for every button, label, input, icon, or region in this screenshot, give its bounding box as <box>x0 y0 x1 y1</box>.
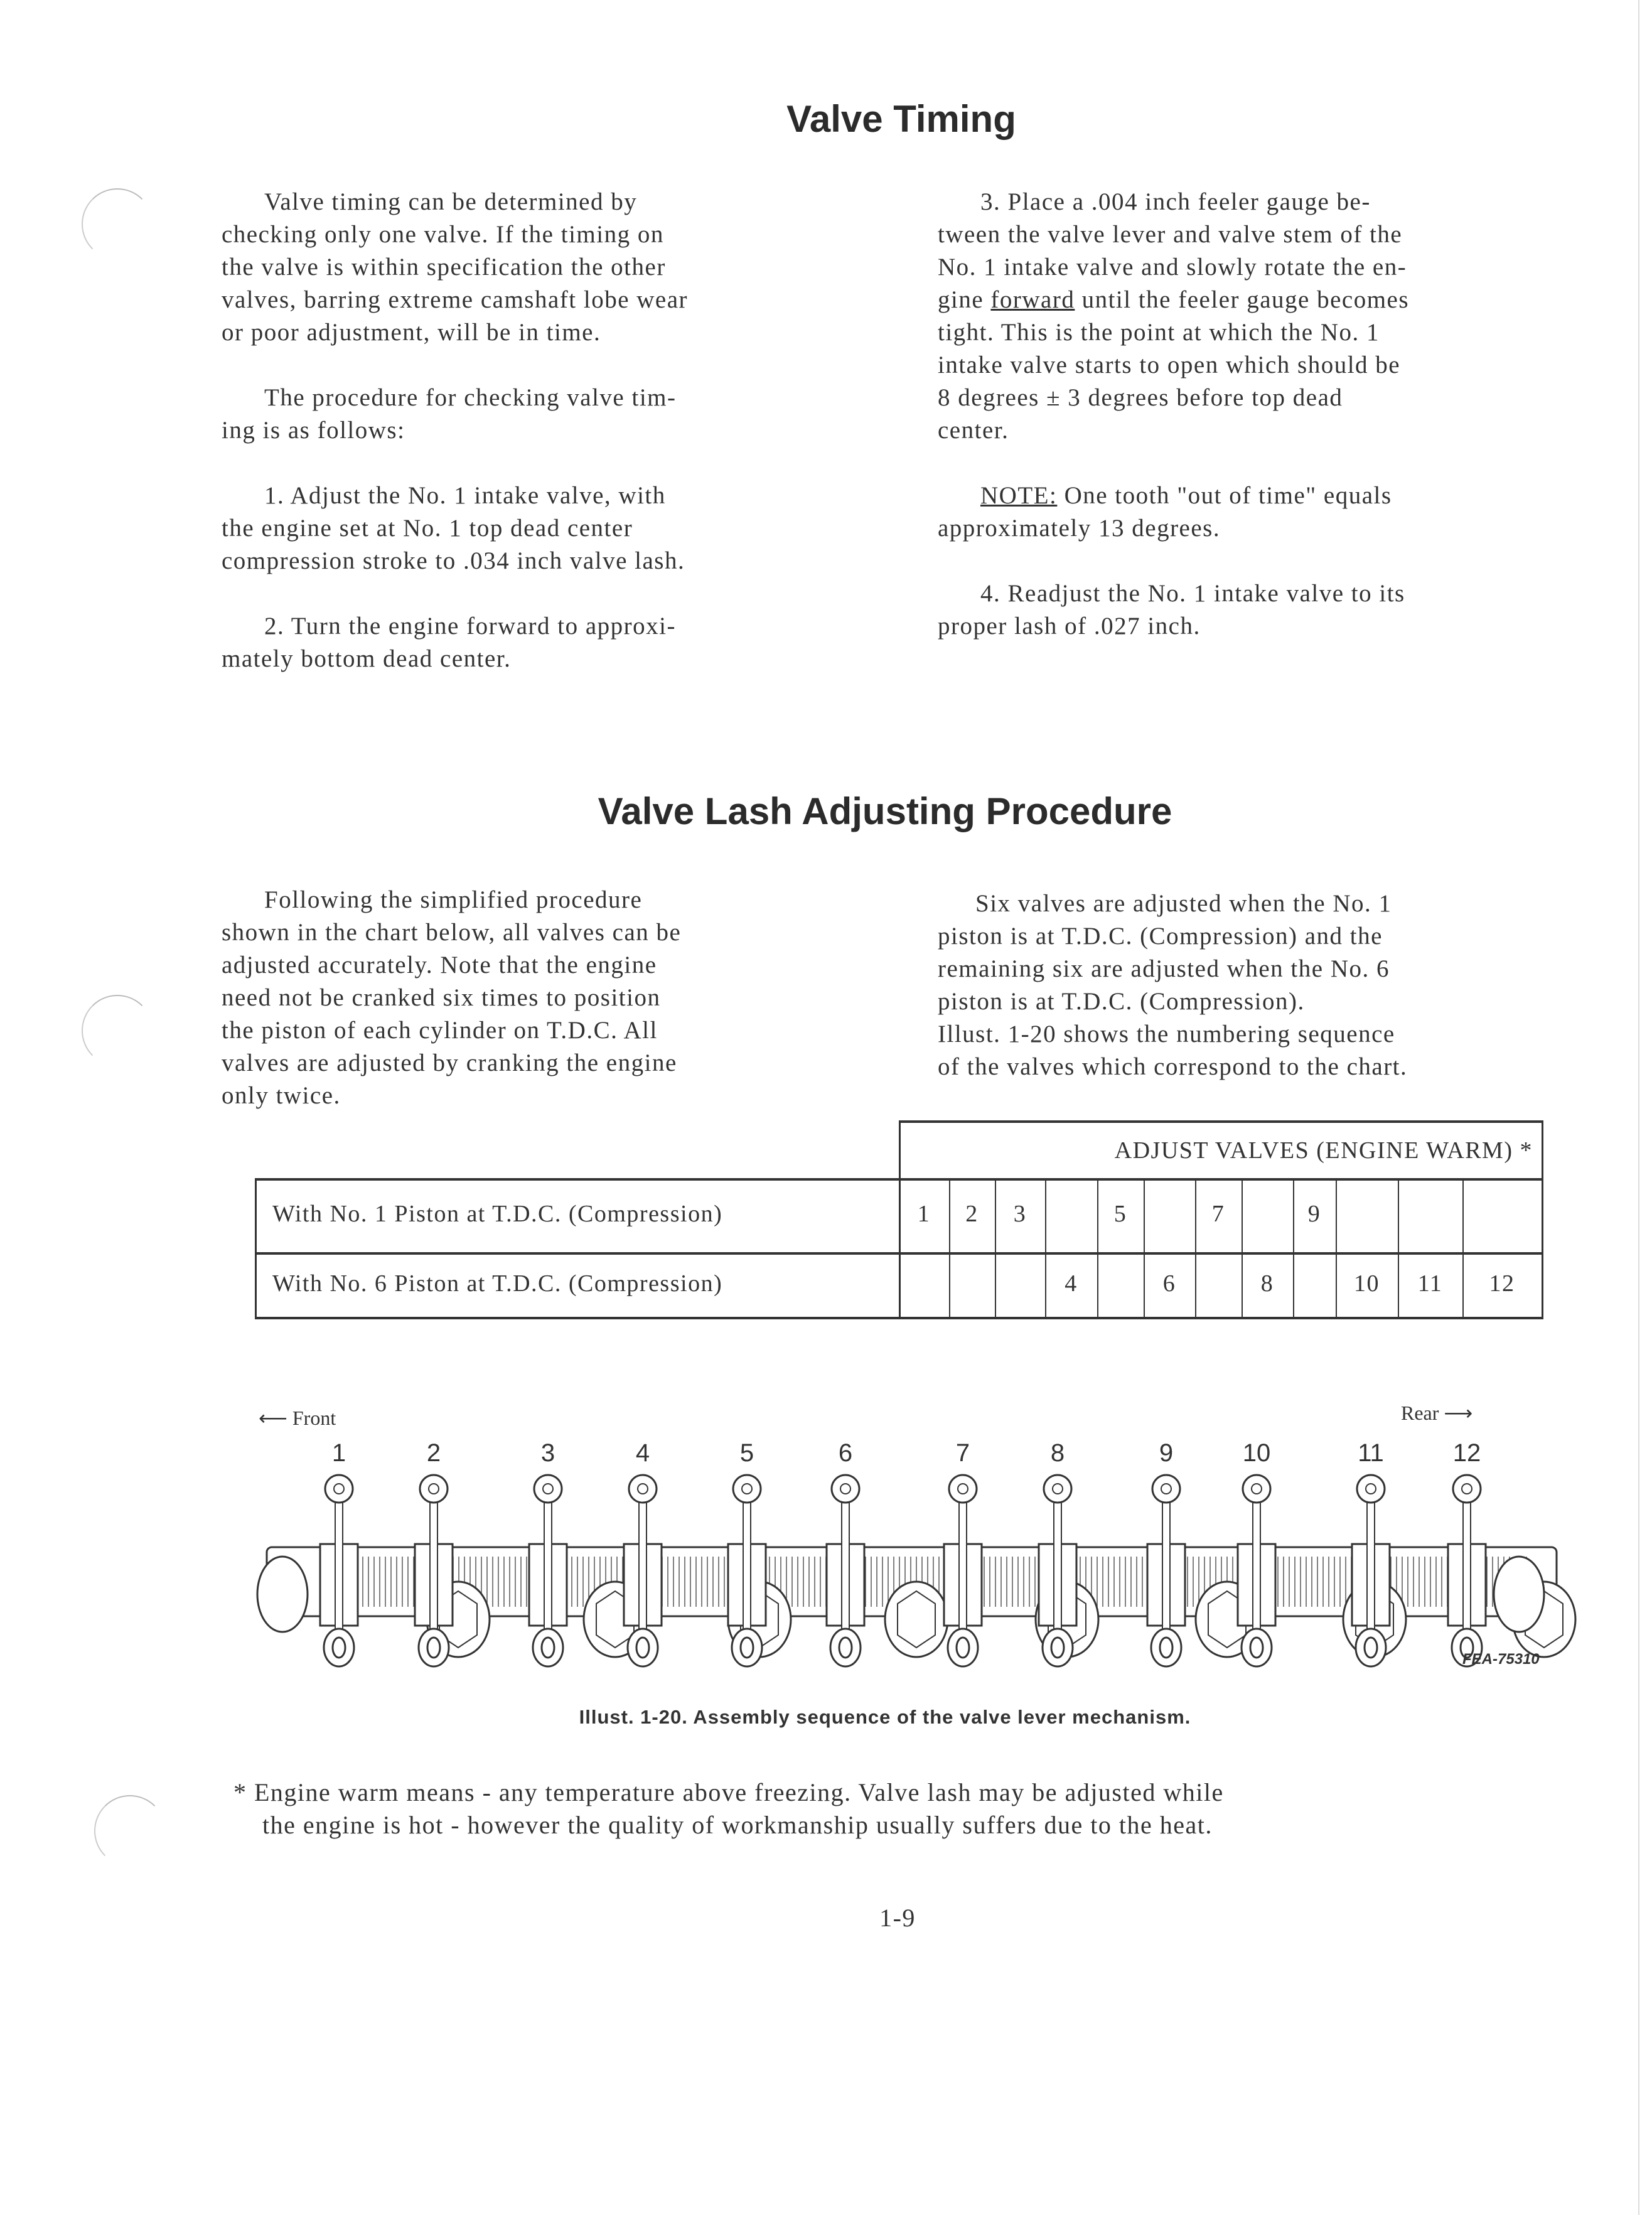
valve-number-label: 9 <box>1159 1439 1174 1467</box>
underlined-text: forward <box>990 286 1075 313</box>
text-line: valves are adjusted by cranking the engine <box>222 1049 677 1076</box>
adjusting-screw-nut <box>628 1629 658 1666</box>
text-line: valves, barring extreme camshaft lobe wear <box>222 286 689 313</box>
text-line: 4. Readjust the No. 1 intake valve to its <box>980 580 1405 607</box>
adjusting-screw-nut <box>324 1629 354 1666</box>
support-bracket-bolt <box>885 1582 948 1657</box>
row-label: With No. 1 Piston at T.D.C. (Compression) <box>272 1201 723 1227</box>
adjusting-screw-nut <box>830 1629 861 1666</box>
adjusting-screw-nut <box>1151 1629 1181 1666</box>
valve-lever-eye <box>1044 1475 1071 1503</box>
underlined-text: NOTE: <box>980 482 1058 509</box>
valve-cell: 3 <box>1013 1201 1027 1227</box>
figure-caption: Illust. 1-20. Assembly sequence of the valve lever mechanism. <box>579 1706 1191 1728</box>
page-number: 1-9 <box>879 1904 916 1932</box>
text-line: shown in the chart below, all valves can be <box>222 919 682 946</box>
valve-lever-eye <box>1152 1475 1180 1503</box>
figure-code: FEA-75310 <box>1462 1651 1540 1668</box>
text-line: checking only one valve. If the timing on <box>222 221 664 248</box>
text-segment: until the feeler gauge becomes <box>1075 286 1410 313</box>
text-line: Following the simplified procedure <box>264 886 643 913</box>
text-line: The procedure for checking valve tim- <box>264 384 677 411</box>
text-line: ing is as follows: <box>222 417 405 444</box>
adjusting-screw-nut <box>732 1629 762 1666</box>
valve-number-label: 3 <box>540 1439 555 1467</box>
text-segment: gine <box>938 286 991 313</box>
valve-lever-eye <box>1243 1475 1270 1503</box>
support-bracket-bolt <box>1494 1557 1544 1632</box>
valve-number-label: 8 <box>1050 1439 1065 1467</box>
text-line: 2. Turn the engine forward to approxi- <box>264 613 676 640</box>
valve-number-label: 1 <box>331 1439 346 1467</box>
text-line: only twice. <box>222 1082 341 1109</box>
text-segment: One tooth "out of time" equals <box>1057 482 1392 509</box>
adjusting-screw-nut <box>1043 1629 1073 1666</box>
valve-cell: 5 <box>1113 1201 1127 1227</box>
valve-cell: 11 <box>1417 1270 1443 1297</box>
valve-number-label: 11 <box>1358 1439 1384 1467</box>
text-line: 3. Place a .004 inch feeler gauge be- <box>980 188 1371 215</box>
valve-lever-arm <box>1162 1500 1170 1632</box>
support-bracket-bolt <box>257 1557 308 1632</box>
text-line: Illust. 1-20 shows the numbering sequence <box>938 1021 1395 1048</box>
text-line: of the valves which correspond to the chart. <box>938 1053 1408 1080</box>
text-line: compression stroke to .034 inch valve lash. <box>222 547 685 574</box>
valve-lever-arm <box>743 1500 751 1632</box>
valve-lever-eye <box>629 1475 657 1503</box>
valve-number-label: 7 <box>955 1439 970 1467</box>
text-line: need not be cranked six times to position <box>222 984 661 1011</box>
text-line: remaining six are adjusted when the No. 6 <box>938 955 1390 982</box>
valve-lever-arm <box>959 1500 967 1632</box>
valve-lever-arm <box>430 1500 437 1632</box>
text-line: approximately 13 degrees. <box>938 515 1221 542</box>
valve-lever-arm <box>639 1500 646 1632</box>
rear-text: Rear <box>1401 1402 1439 1424</box>
valve-lever-eye <box>325 1475 353 1503</box>
text-line: 8 degrees ± 3 degrees before top dead <box>938 384 1343 411</box>
text-line: the engine set at No. 1 top dead center <box>222 515 633 542</box>
valve-cell: 8 <box>1260 1270 1274 1297</box>
valve-cell: 9 <box>1307 1201 1321 1227</box>
valve-number-label: 10 <box>1242 1439 1271 1467</box>
adjusting-screw-nut <box>533 1629 563 1666</box>
valve-lever-arm <box>1367 1500 1375 1632</box>
adjusting-screw-nut <box>948 1629 978 1666</box>
text-line: the piston of each cylinder on T.D.C. All <box>222 1017 658 1044</box>
valve-lever-eye <box>949 1475 977 1503</box>
text-line: tween the valve lever and valve stem of the <box>938 221 1403 248</box>
text-line: center. <box>938 417 1009 444</box>
arrow-right-icon: ⟶ <box>1439 1402 1473 1424</box>
valve-lever-eye <box>832 1475 859 1503</box>
valve-lever-eye <box>733 1475 761 1503</box>
row-label: With No. 6 Piston at T.D.C. (Compression) <box>272 1270 723 1297</box>
adjusting-screw-nut <box>419 1629 449 1666</box>
text-line: 1. Adjust the No. 1 intake valve, with <box>264 482 666 509</box>
valve-lever-arm <box>1253 1500 1260 1632</box>
valve-cell: 6 <box>1162 1270 1176 1297</box>
text-line: the valve is within specification the other <box>222 254 666 281</box>
valve-cell: 7 <box>1211 1201 1225 1227</box>
valve-lever-eye <box>1357 1475 1385 1503</box>
valve-lever-eye <box>534 1475 562 1503</box>
valve-number-label: 6 <box>838 1439 853 1467</box>
valve-cell: 1 <box>917 1201 931 1227</box>
table-header: ADJUST VALVES (ENGINE WARM) * <box>1114 1137 1533 1164</box>
footnote-line-1: * Engine warm means - any temperature above freezing. Valve lash may be adjusted while <box>233 1778 1224 1806</box>
text-line: proper lash of .027 inch. <box>938 613 1201 640</box>
text-line: No. 1 intake valve and slowly rotate the en- <box>938 254 1407 281</box>
text-line: mately bottom dead center. <box>222 645 512 672</box>
text-line: tight. This is the point at which the No. 1 <box>938 319 1380 346</box>
valve-lever-arm <box>842 1500 849 1632</box>
text-line: intake valve starts to open which should be <box>938 351 1401 378</box>
valve-lever-arm <box>1054 1500 1061 1632</box>
valve-number-label: 12 <box>1452 1439 1481 1467</box>
valve-lever-eye <box>420 1475 448 1503</box>
valve-cell: 4 <box>1065 1270 1078 1297</box>
footnote-line-2: the engine is hot - however the quality of workmanship usually suffers due to the heat. <box>262 1811 1213 1839</box>
valve-cell: 10 <box>1354 1270 1380 1297</box>
valve-lever-arm <box>544 1500 552 1632</box>
text-line: adjusted accurately. Note that the engine <box>222 952 657 979</box>
adjusting-screw-nut <box>1242 1629 1272 1666</box>
text-line: piston is at T.D.C. (Compression) and the <box>938 923 1383 950</box>
valve-number-label: 4 <box>635 1439 650 1467</box>
adjusting-screw-nut <box>1356 1629 1386 1666</box>
section-title-valve-lash: Valve Lash Adjusting Procedure <box>598 790 1172 832</box>
valve-lever-arm <box>335 1500 343 1632</box>
text-line: piston is at T.D.C. (Compression). <box>938 988 1305 1015</box>
text-line: Six valves are adjusted when the No. 1 <box>975 890 1392 917</box>
section-title-valve-timing: Valve Timing <box>786 98 1016 140</box>
arrow-left-icon: ⟵ <box>259 1407 292 1429</box>
front-text: Front <box>292 1407 336 1429</box>
valve-cell: 2 <box>965 1201 979 1227</box>
valve-number-label: 5 <box>739 1439 754 1467</box>
hole-punch-mark <box>94 1795 166 1867</box>
valve-lever-eye <box>1453 1475 1481 1503</box>
valve-number-label: 2 <box>426 1439 441 1467</box>
valve-lever-arm <box>1463 1500 1471 1632</box>
text-line: or poor adjustment, will be in time. <box>222 319 601 346</box>
valve-cell: 12 <box>1489 1270 1515 1297</box>
text-line: Valve timing can be determined by <box>264 188 638 215</box>
